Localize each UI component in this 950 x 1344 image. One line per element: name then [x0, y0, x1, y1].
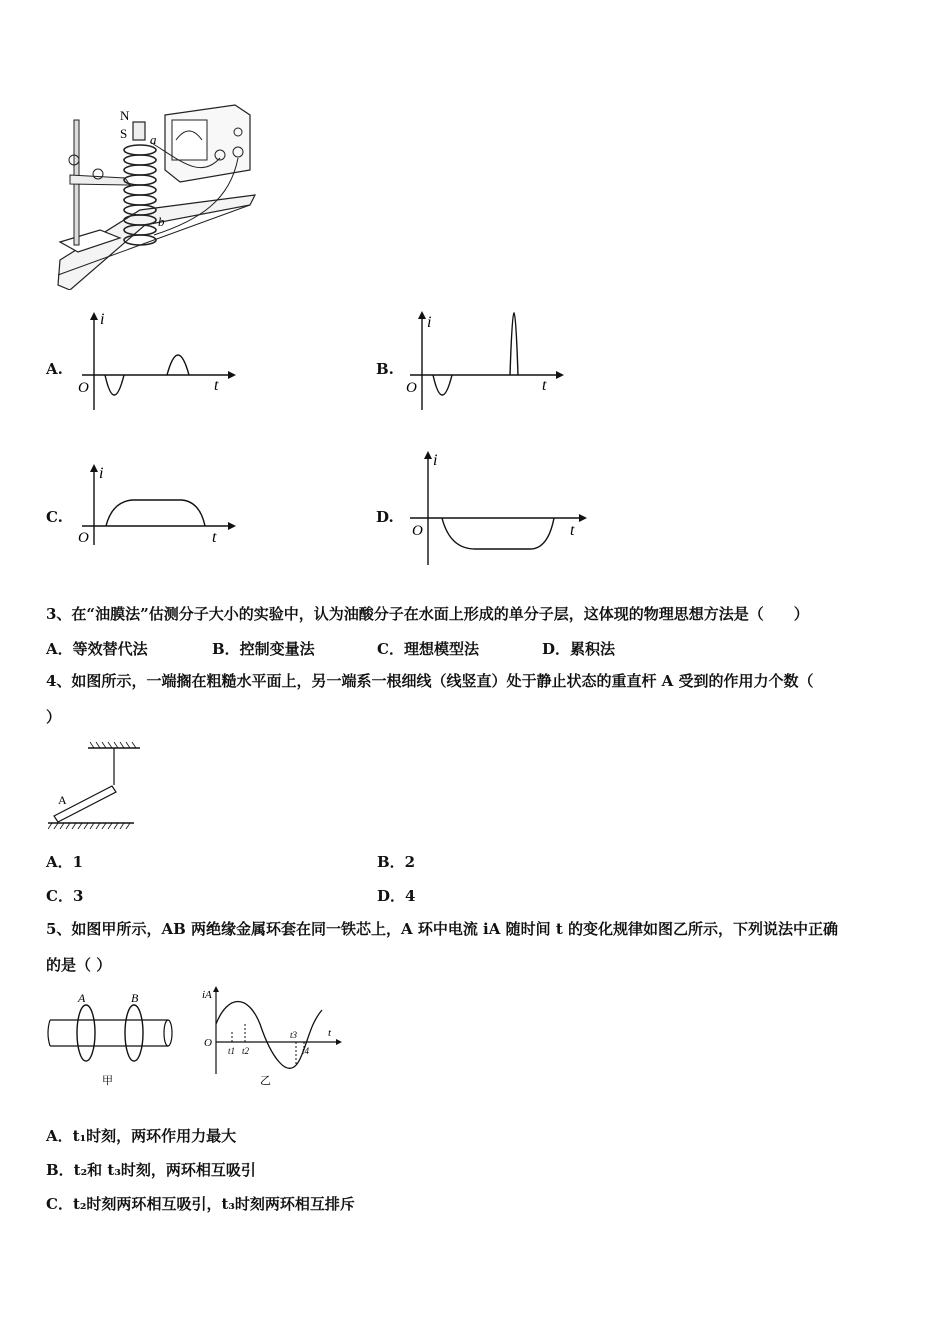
- question-5-text-line1: 5、如图甲所示，AB 两绝缘金属环套在同一铁芯上，A 环中电流 iA 随时间 t 的变化规律如图乙所示，下列说法中正确: [46, 920, 838, 938]
- q4-option-c: C．3: [46, 887, 84, 905]
- question-4-text-line2: ）: [46, 708, 62, 726]
- q5-option-a: A．t₁时刻，两环作用力最大: [46, 1127, 237, 1145]
- axis-y-label: i: [427, 314, 432, 331]
- axis-x-label: t: [212, 529, 217, 546]
- q4-option-b: B．2: [377, 853, 416, 871]
- caption-jia: 甲: [102, 1075, 113, 1087]
- option-b-letter: B.: [376, 360, 394, 378]
- q5-option-b: B．t₂和 t₃时刻，两环相互吸引: [46, 1161, 256, 1179]
- t3-label: t3: [290, 1030, 298, 1040]
- q3-option-d: D．累积法: [542, 640, 616, 658]
- rod-figure: [48, 740, 148, 836]
- axis-x-label: t: [328, 1027, 332, 1039]
- t1-label: t1: [228, 1046, 236, 1056]
- current-graph: [198, 984, 348, 1093]
- axis-y-label: i: [433, 452, 438, 469]
- ring-b-label: B: [131, 991, 139, 1005]
- option-a-letter: A.: [46, 360, 63, 378]
- q4-option-a: A．1: [46, 853, 84, 871]
- graph-option-b: [400, 305, 570, 424]
- origin-label: O: [412, 523, 423, 539]
- apparatus-figure: [50, 100, 260, 290]
- question-3-text: 3、在“油膜法”估测分子大小的实验中，认为油酸分子在水面上形成的单分子层，这体现的物理思想方法是（ ）: [46, 605, 809, 623]
- q5-option-c: C．t₂时刻两环相互吸引，t₃时刻两环相互排斥: [46, 1195, 355, 1213]
- origin-label: O: [78, 380, 89, 396]
- label-a: a: [150, 132, 157, 147]
- t4-label: t4: [302, 1046, 310, 1056]
- origin-label: O: [406, 380, 417, 396]
- q3-option-b: B．控制变量法: [212, 640, 315, 658]
- ring-a-label: A: [78, 991, 86, 1005]
- rod-label: A: [58, 793, 67, 807]
- t2-label: t2: [242, 1046, 250, 1056]
- origin-label: O: [78, 530, 89, 546]
- option-c-letter: C.: [46, 508, 63, 526]
- graph-option-d: [400, 445, 590, 574]
- axis-y-label: i: [100, 311, 105, 328]
- label-s: S: [120, 126, 128, 141]
- rings-figure: [46, 988, 181, 1092]
- q4-option-d: D．4: [377, 887, 416, 905]
- q3-option-c: C．理想模型法: [377, 640, 479, 658]
- label-b: b: [158, 214, 165, 229]
- axis-y-label: iA: [202, 989, 212, 1001]
- question-4-text-line1: 4、如图所示，一端搁在粗糙水平面上，另一端系一根细线（线竖直）处于静止状态的重直杆 A 受到的作用力个数（: [46, 672, 814, 690]
- q3-option-a: A．等效替代法: [46, 640, 148, 658]
- option-d-letter: D.: [376, 508, 394, 526]
- axis-x-label: t: [570, 522, 575, 539]
- label-n: N: [120, 108, 130, 123]
- axis-x-label: t: [542, 377, 547, 394]
- axis-x-label: t: [214, 377, 219, 394]
- caption-yi: 乙: [260, 1075, 271, 1087]
- axis-y-label: i: [99, 465, 104, 482]
- graph-option-a: [72, 310, 242, 424]
- graph-option-c: [72, 460, 242, 554]
- question-5-text-line2: 的是（ ）: [46, 956, 112, 974]
- origin-label: O: [204, 1037, 212, 1049]
